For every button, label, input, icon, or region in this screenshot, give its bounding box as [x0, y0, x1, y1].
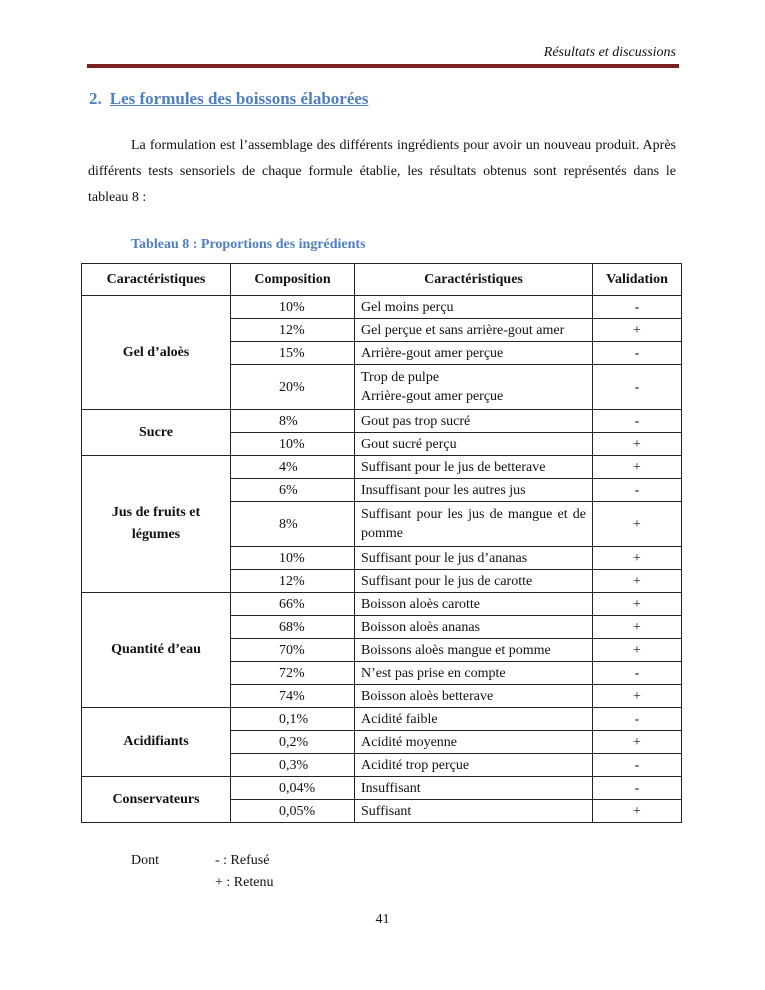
composition-cell: 72%	[231, 662, 355, 685]
header-caracteristiques-detail: Caractéristiques	[355, 264, 593, 296]
composition-cell: 4%	[231, 456, 355, 479]
composition-cell: 0,04%	[231, 777, 355, 800]
header-composition: Composition	[231, 264, 355, 296]
description-cell: Boisson aloès betterave	[355, 685, 593, 708]
composition-cell: 70%	[231, 639, 355, 662]
legend-intro: Dont	[131, 853, 159, 868]
description-cell: Suffisant pour le jus d’ananas	[355, 547, 593, 570]
composition-cell: 12%	[231, 319, 355, 342]
description-cell: Boisson aloès ananas	[355, 616, 593, 639]
section-title: Les formules des boissons élaborées	[109, 89, 369, 108]
description-cell: Gout sucré perçu	[355, 433, 593, 456]
composition-cell: 0,05%	[231, 800, 355, 823]
composition-cell: 0,2%	[231, 731, 355, 754]
group-label: Acidifiants	[82, 708, 231, 777]
composition-cell: 0,3%	[231, 754, 355, 777]
header-validation: Validation	[593, 264, 682, 296]
validation-cell: -	[593, 754, 682, 777]
composition-cell: 0,1%	[231, 708, 355, 731]
legend-items	[215, 850, 273, 894]
description-cell: Acidité trop perçue	[355, 754, 593, 777]
composition-cell: 10%	[231, 296, 355, 319]
composition-cell: 68%	[231, 616, 355, 639]
validation-cell: +	[593, 433, 682, 456]
validation-cell: +	[593, 731, 682, 754]
legend-refused: - : Refusé	[215, 853, 270, 868]
group-label: Conservateurs	[82, 777, 231, 823]
validation-cell: -	[593, 479, 682, 502]
composition-cell: 12%	[231, 570, 355, 593]
description-cell: Suffisant pour les jus de mangue et de pomme	[355, 502, 593, 547]
description-cell: Insuffisant	[355, 777, 593, 800]
composition-cell: 74%	[231, 685, 355, 708]
validation-cell: +	[593, 319, 682, 342]
description-line: Trop de pulpe	[361, 370, 440, 385]
description-cell: Suffisant pour le jus de betterave	[355, 456, 593, 479]
validation-cell: -	[593, 342, 682, 365]
validation-cell: -	[593, 708, 682, 731]
intro-paragraph: La formulation est l’assemblage des différents ingrédients pour avoir un nouveau produit. Après différents tests sensoriels de chaque formule établie, les résultats obtenus sont représentés dans le tableau 8 :	[88, 138, 676, 205]
description-cell: N’est pas prise en compte	[355, 662, 593, 685]
validation-cell: +	[593, 685, 682, 708]
validation-cell: -	[593, 410, 682, 433]
ingredients-table	[81, 263, 682, 823]
validation-cell: +	[593, 800, 682, 823]
table-row	[82, 296, 682, 319]
description-cell: Acidité moyenne	[355, 731, 593, 754]
validation-cell: -	[593, 662, 682, 685]
description-cell	[355, 365, 593, 410]
page-number: 41	[375, 912, 390, 927]
composition-cell: 8%	[231, 502, 355, 547]
description-cell: Acidité faible	[355, 708, 593, 731]
table-row	[82, 708, 682, 731]
group-label: Sucre	[82, 410, 231, 456]
validation-cell: +	[593, 547, 682, 570]
description-cell: Gout pas trop sucré	[355, 410, 593, 433]
description-line: Arrière-gout amer perçue	[361, 389, 504, 404]
validation-cell: -	[593, 365, 682, 410]
table-row	[82, 410, 682, 433]
validation-cell: +	[593, 616, 682, 639]
table-row	[82, 777, 682, 800]
description-cell: Arrière-gout amer perçue	[355, 342, 593, 365]
composition-cell: 8%	[231, 410, 355, 433]
description-cell: Gel moins perçu	[355, 296, 593, 319]
header-caracteristiques: Caractéristiques	[82, 264, 231, 296]
validation-cell: +	[593, 570, 682, 593]
validation-cell: +	[593, 639, 682, 662]
group-label: Gel d’aloès	[82, 296, 231, 410]
section-heading	[89, 89, 369, 109]
group-label: Quantité d’eau	[82, 593, 231, 708]
section-number: 2.	[89, 89, 102, 108]
description-cell: Suffisant	[355, 800, 593, 823]
composition-cell: 10%	[231, 547, 355, 570]
description-cell: Boissons aloès mangue et pomme	[355, 639, 593, 662]
validation-cell: +	[593, 456, 682, 479]
table-row	[82, 456, 682, 479]
description-cell: Gel perçue et sans arrière-gout amer	[355, 319, 593, 342]
table-row	[82, 593, 682, 616]
running-header: Résultats et discussions	[543, 45, 676, 60]
validation-cell: -	[593, 777, 682, 800]
composition-cell: 6%	[231, 479, 355, 502]
group-label: Jus de fruits et légumes	[82, 456, 231, 593]
legend-kept: + : Retenu	[215, 875, 274, 890]
validation-cell: +	[593, 502, 682, 547]
header-rule	[87, 64, 679, 68]
composition-cell: 15%	[231, 342, 355, 365]
composition-cell: 66%	[231, 593, 355, 616]
composition-cell: 10%	[231, 433, 355, 456]
table-caption: Tableau 8 : Proportions des ingrédients	[131, 237, 366, 252]
composition-cell: 20%	[231, 365, 355, 410]
validation-cell: -	[593, 296, 682, 319]
table-header-row	[82, 264, 682, 296]
description-cell: Boisson aloès carotte	[355, 593, 593, 616]
description-cell: Insuffisant pour les autres jus	[355, 479, 593, 502]
validation-cell: +	[593, 593, 682, 616]
description-cell: Suffisant pour le jus de carotte	[355, 570, 593, 593]
